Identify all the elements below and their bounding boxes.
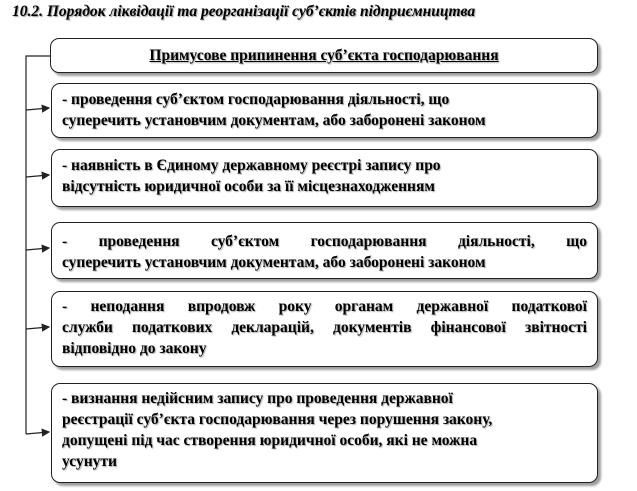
header-box <box>50 38 598 73</box>
reason-4-line-3: відповідно до закону <box>62 340 207 357</box>
connector-arrow-5 <box>26 432 49 434</box>
reason-2-line-1: - наявність в Єдиному державному реєстрі запису про <box>62 157 441 174</box>
reason-2-line-2: відсутність юридичної особи за її місцезнаходженням <box>62 178 435 195</box>
reason-3-line-2: суперечить установчим документам, або заборонені законом <box>62 254 486 271</box>
reason-5-line-4: усунути <box>62 453 117 470</box>
reason-4-line-1: - неподання впродовж року органам державної податкової <box>62 298 587 315</box>
reason-1-line-1: - проведення суб’єктом господарювання діяльності, що <box>62 91 450 108</box>
reason-box-3 <box>51 222 598 279</box>
reason-5-line-3: допущені під час створення юридичної особи, які не можна <box>62 432 478 449</box>
connector-arrow-2 <box>26 175 49 177</box>
reason-box-4 <box>51 291 598 367</box>
connector-trunk <box>26 56 50 434</box>
page-title: 10.2. Порядок ліквідації та реорганізації суб’єктів підприємництва <box>12 3 476 20</box>
reason-1-line-2: суперечить установчим документам, або заборонені законом <box>62 112 486 129</box>
reason-box-2 <box>51 149 598 207</box>
reason-5-line-2: реєстрації суб’єкта господарювання через порушення закону, <box>62 411 493 428</box>
header-label: Примусове припинення суб’єкта господарювання <box>149 47 499 64</box>
reason-5-line-1: - визнання недійсним запису про проведення державної <box>62 390 453 407</box>
connector-arrow-4 <box>26 327 49 329</box>
connector-arrow-1 <box>26 108 49 110</box>
reason-box-5 <box>51 383 598 483</box>
connector-arrow-3 <box>26 248 49 250</box>
reason-3-line-1: - проведення суб’єктом господарювання діяльності, що <box>62 233 587 250</box>
reason-4-line-2: служби податкових декларацій, документів фінансової звітності <box>62 319 587 336</box>
reason-box-1 <box>51 83 598 138</box>
